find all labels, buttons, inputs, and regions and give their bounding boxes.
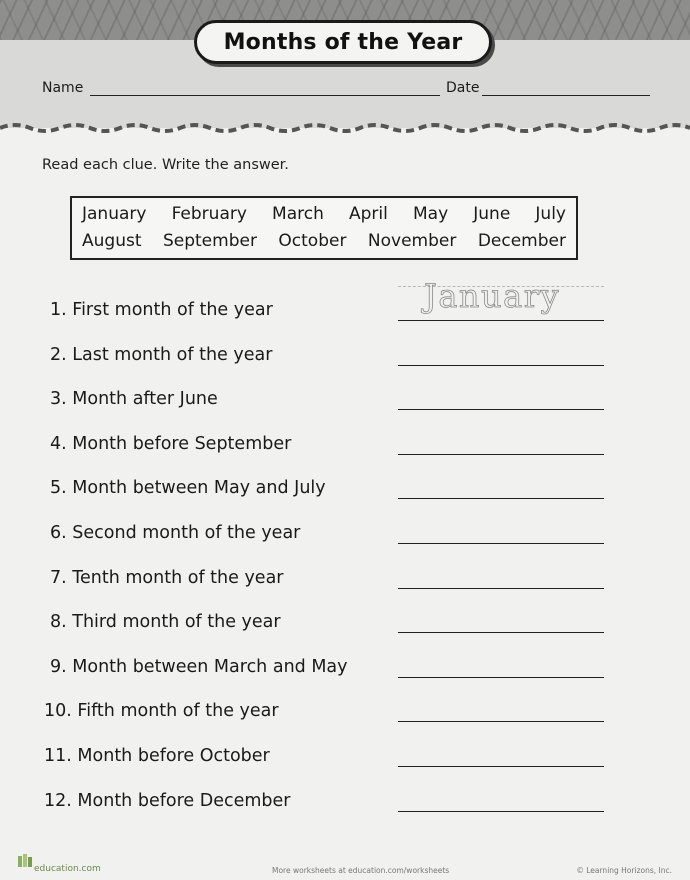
question-clue (50, 568, 284, 588)
books-icon (16, 852, 34, 868)
question-number: 1. (50, 300, 67, 320)
question-clue (50, 478, 326, 498)
question-clue-text: Tenth month of the year (72, 567, 284, 588)
date-label: Date (446, 80, 480, 96)
question-clue (44, 746, 270, 766)
question-number: 10. (44, 701, 72, 722)
question-row (0, 478, 690, 508)
name-label: Name (42, 80, 84, 96)
answer-line[interactable] (398, 632, 604, 633)
word-bank-word: October (278, 231, 347, 251)
answer-line[interactable] (398, 677, 604, 678)
question-number: 3. (50, 389, 67, 410)
word-bank-word: August (82, 231, 142, 251)
question-clue-text: Last month of the year (72, 344, 273, 365)
word-bank-word: February (171, 204, 247, 224)
answer-line[interactable] (398, 766, 604, 767)
wavy-divider (0, 122, 690, 134)
answer-line[interactable] (398, 454, 604, 455)
question-clue (50, 657, 348, 677)
question-row (0, 746, 690, 776)
question-clue (44, 701, 279, 721)
question-clue (50, 523, 300, 543)
word-bank-row-2 (82, 231, 566, 251)
footer-copyright: © Learning Horizons, Inc. (576, 866, 672, 875)
question-number: 5. (50, 478, 67, 499)
question-clue-text: First month of the year (72, 300, 273, 320)
question-clue (50, 612, 281, 632)
question-row (0, 791, 690, 821)
question-clue (50, 389, 218, 409)
question-number: 4. (50, 433, 67, 454)
question-clue-text: Second month of the year (72, 523, 301, 543)
question-clue-text: Month between May and July (72, 478, 326, 499)
word-bank (70, 196, 578, 260)
question-row (0, 701, 690, 731)
question-number: 9. (50, 656, 67, 677)
question-clue-text: Month before December (77, 790, 291, 811)
question-number: 11. (44, 746, 72, 766)
word-bank-word: May (412, 204, 449, 224)
header-band (0, 0, 690, 128)
question-number: 8. (50, 612, 67, 633)
answer-line[interactable] (398, 365, 604, 366)
question-clue (50, 300, 273, 320)
answer-line[interactable] (398, 543, 604, 544)
word-bank-word: June (473, 204, 511, 224)
question-clue-text: Third month of the year (72, 612, 281, 633)
word-bank-row-1 (82, 204, 566, 224)
answer-line[interactable] (398, 721, 604, 722)
word-bank-word: September (162, 231, 257, 251)
question-row (0, 389, 690, 419)
word-bank-word: April (349, 204, 388, 224)
word-bank-word: March (272, 204, 324, 224)
word-bank-word: November (367, 231, 457, 251)
footer (0, 856, 690, 880)
instructions: Read each clue. Write the answer. (42, 157, 289, 173)
answer-line[interactable] (398, 498, 604, 499)
name-field[interactable] (90, 95, 440, 96)
question-row (0, 657, 690, 687)
question-row (0, 523, 690, 553)
question-number: 6. (50, 523, 67, 543)
question-clue (50, 345, 272, 365)
sample-answer: January (424, 277, 561, 315)
date-field[interactable] (482, 95, 650, 96)
word-bank-word: January (82, 204, 147, 224)
question-clue-text: Month before September (72, 433, 292, 454)
question-clue-text: Month between March and May (72, 656, 348, 677)
word-bank-word: December (477, 231, 566, 251)
question-number: 7. (50, 567, 67, 588)
name-date-row (42, 80, 652, 100)
answer-line[interactable] (398, 588, 604, 589)
question-row (0, 434, 690, 464)
answer-line[interactable] (398, 811, 604, 812)
footer-logo-text: education.com (34, 864, 101, 874)
question-row (0, 277, 690, 330)
question-number: 2. (50, 344, 67, 365)
footer-link[interactable]: More worksheets at education.com/worksheets (272, 866, 450, 875)
question-clue (44, 791, 290, 811)
question-row (0, 568, 690, 598)
question-row (0, 612, 690, 642)
question-clue-text: Fifth month of the year (77, 701, 279, 722)
question-row (0, 345, 690, 375)
answer-line[interactable] (398, 320, 604, 321)
question-clue-text: Month after June (72, 389, 218, 410)
answer-line[interactable] (398, 409, 604, 410)
title-banner (194, 20, 492, 64)
question-clue-text: Month before October (77, 746, 270, 766)
question-number: 12. (44, 790, 72, 811)
word-bank-word: July (535, 204, 566, 224)
page-title: Months of the Year (223, 29, 463, 55)
question-clue (50, 434, 291, 454)
